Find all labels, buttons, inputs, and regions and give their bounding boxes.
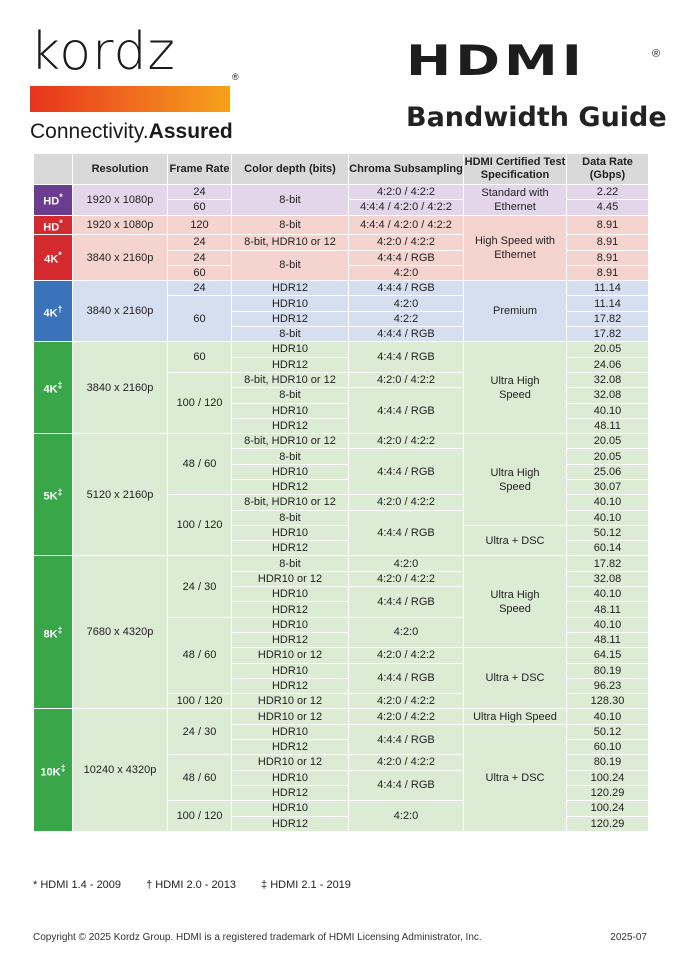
data-rate-cell: 50.12 <box>567 525 649 540</box>
chroma-cell: 4:2:0 / 4:2:2 <box>349 755 464 770</box>
table-row <box>34 556 649 571</box>
footnote-dagger: † HDMI 2.0 - 2013 <box>146 879 236 891</box>
data-rate-cell: 40.10 <box>567 510 649 525</box>
data-rate-cell: 40.10 <box>567 403 649 418</box>
tagline-part-a: Connectivity. <box>30 120 149 143</box>
resolution-cell: 5120 x 2160p <box>73 434 168 556</box>
data-rate-cell: 64.15 <box>567 648 649 663</box>
data-rate-cell: 24.06 <box>567 357 649 372</box>
data-rate-cell: 48.11 <box>567 632 649 647</box>
data-rate-cell: 100.24 <box>567 770 649 785</box>
frame-rate-cell: 24 <box>168 185 232 200</box>
chroma-cell: 4:4:4 / RGB <box>349 724 464 755</box>
data-rate-cell: 96.23 <box>567 678 649 693</box>
format-label: HD* <box>34 215 73 235</box>
copyright-text: Copyright © 2025 Kordz Group. HDMI is a registered trademark of HDMI Licensing Administrator, Inc. <box>33 932 482 943</box>
data-rate-cell: 30.07 <box>567 480 649 495</box>
color-depth-cell: HDR12 <box>232 602 349 617</box>
color-depth-cell: HDR12 <box>232 816 349 831</box>
color-depth-cell: 8-bit <box>232 556 349 571</box>
frame-rate-cell: 60 <box>168 342 232 373</box>
spec-cell: Ultra + DSC <box>464 724 567 831</box>
chroma-cell: 4:2:0 <box>349 617 464 648</box>
data-rate-cell: 8.91 <box>567 250 649 265</box>
version-date: 2025-07 <box>610 932 647 943</box>
header-corner <box>34 154 73 185</box>
frame-rate-cell: 24 <box>168 250 232 265</box>
color-depth-cell: 8-bit <box>232 449 349 464</box>
kordz-logo-bar <box>30 86 230 112</box>
data-rate-cell: 20.05 <box>567 449 649 464</box>
chroma-cell: 4:4:4 / RGB <box>349 510 464 556</box>
data-rate-cell: 48.11 <box>567 418 649 433</box>
color-depth-cell: HDR12 <box>232 541 349 556</box>
color-depth-cell: HDR10 or 12 <box>232 571 349 586</box>
color-depth-cell: 8-bit <box>232 510 349 525</box>
color-depth-cell: HDR10 <box>232 525 349 540</box>
footnotes <box>33 879 373 891</box>
spec-cell: Standard with Ethernet <box>464 185 567 216</box>
chroma-cell: 4:4:4 / RGB <box>349 342 464 373</box>
data-rate-cell: 48.11 <box>567 602 649 617</box>
data-rate-cell: 40.10 <box>567 617 649 632</box>
chroma-cell: 4:4:4 / RGB <box>349 663 464 694</box>
chroma-cell: 4:2:2 <box>349 311 464 326</box>
chroma-cell: 4:2:0 <box>349 296 464 311</box>
table-row <box>34 281 649 296</box>
resolution-cell: 1920 x 1080p <box>73 215 168 235</box>
data-rate-cell: 80.19 <box>567 755 649 770</box>
color-depth-cell: 8-bit <box>232 215 349 235</box>
header-spec: HDMI Certified Test Specification <box>464 154 567 185</box>
data-rate-cell: 11.14 <box>567 296 649 311</box>
spec-cell: Ultra High Speed <box>464 556 567 648</box>
frame-rate-cell: 60 <box>168 200 232 215</box>
table-row <box>34 709 649 724</box>
chroma-cell: 4:2:0 / 4:2:2 <box>349 434 464 449</box>
chroma-cell: 4:2:0 / 4:2:2 <box>349 694 464 709</box>
data-rate-cell: 60.14 <box>567 541 649 556</box>
color-depth-cell: 8-bit <box>232 388 349 403</box>
data-rate-cell: 2.22 <box>567 185 649 200</box>
data-rate-cell: 20.05 <box>567 342 649 357</box>
resolution-cell: 7680 x 4320p <box>73 556 168 709</box>
chroma-cell: 4:2:0 / 4:2:2 <box>349 495 464 510</box>
format-label: 5K‡ <box>34 434 73 556</box>
resolution-cell: 3840 x 2160p <box>73 281 168 342</box>
data-rate-cell: 8.91 <box>567 215 649 235</box>
chroma-cell: 4:2:0 / 4:2:2 <box>349 709 464 724</box>
hdmi-header <box>400 36 667 140</box>
header-color-depth: Color depth (bits) <box>232 154 349 185</box>
color-depth-cell: HDR10 <box>232 296 349 311</box>
frame-rate-cell: 100 / 120 <box>168 495 232 556</box>
table-row <box>34 342 649 357</box>
footnote-star: * HDMI 1.4 - 2009 <box>33 879 122 891</box>
color-depth-cell: HDR10 <box>232 801 349 816</box>
page-title: Bandwidth Guide <box>406 102 667 133</box>
color-depth-cell: HDR10 <box>232 342 349 357</box>
frame-rate-cell: 24 <box>168 281 232 296</box>
data-rate-cell: 128.30 <box>567 694 649 709</box>
footnote-double-dagger: ‡ HDMI 2.1 - 2019 <box>261 879 351 891</box>
chroma-cell: 4:4:4 / RGB <box>349 281 464 296</box>
chroma-cell: 4:4:4 / 4:2:0 / 4:2:2 <box>349 200 464 215</box>
header-chroma: Chroma Subsampling <box>349 154 464 185</box>
color-depth-cell: HDR12 <box>232 418 349 433</box>
color-depth-cell: HDR12 <box>232 740 349 755</box>
spec-cell: Ultra + DSC <box>464 648 567 709</box>
data-rate-cell: 60.10 <box>567 740 649 755</box>
frame-rate-cell: 100 / 120 <box>168 801 232 832</box>
color-depth-cell: 8-bit, HDR10 or 12 <box>232 372 349 387</box>
chroma-cell: 4:2:0 / 4:2:2 <box>349 571 464 586</box>
chroma-cell: 4:2:0 / 4:2:2 <box>349 235 464 250</box>
table-row <box>34 434 649 449</box>
chroma-cell: 4:4:4 / RGB <box>349 327 464 342</box>
color-depth-cell: HDR12 <box>232 480 349 495</box>
hdmi-logo: HDMI <box>406 36 586 86</box>
frame-rate-cell: 120 <box>168 215 232 235</box>
data-rate-cell: 40.10 <box>567 587 649 602</box>
frame-rate-cell: 24 / 30 <box>168 709 232 755</box>
frame-rate-cell: 60 <box>168 265 232 280</box>
frame-rate-cell: 60 <box>168 296 232 342</box>
spec-cell: Ultra High Speed <box>464 434 567 526</box>
hdmi-registered-mark: ® <box>652 48 661 60</box>
header-data-rate: Data Rate (Gbps) <box>567 154 649 185</box>
color-depth-cell: HDR10 <box>232 403 349 418</box>
color-depth-cell: HDR10 <box>232 464 349 479</box>
data-rate-cell: 20.05 <box>567 434 649 449</box>
frame-rate-cell: 100 / 120 <box>168 372 232 433</box>
color-depth-cell: HDR12 <box>232 357 349 372</box>
resolution-cell: 1920 x 1080p <box>73 185 168 216</box>
format-label: HD* <box>34 185 73 216</box>
format-label: 10K‡ <box>34 709 73 831</box>
chroma-cell: 4:2:0 <box>349 801 464 832</box>
data-rate-cell: 17.82 <box>567 311 649 326</box>
color-depth-cell: HDR10 or 12 <box>232 648 349 663</box>
format-label: 4K† <box>34 281 73 342</box>
data-rate-cell: 17.82 <box>567 556 649 571</box>
color-depth-cell: HDR10 or 12 <box>232 755 349 770</box>
color-depth-cell: HDR10 <box>232 663 349 678</box>
resolution-cell: 3840 x 2160p <box>73 342 168 434</box>
format-label: 4K* <box>34 235 73 281</box>
frame-rate-cell: 24 / 30 <box>168 556 232 617</box>
spec-cell: High Speed with Ethernet <box>464 215 567 281</box>
kordz-tagline <box>30 120 233 144</box>
data-rate-cell: 40.10 <box>567 709 649 724</box>
data-rate-cell: 32.08 <box>567 388 649 403</box>
chroma-cell: 4:2:0 / 4:2:2 <box>349 372 464 387</box>
color-depth-cell: 8-bit <box>232 327 349 342</box>
format-label: 4K‡ <box>34 342 73 434</box>
color-depth-cell: HDR10 or 12 <box>232 694 349 709</box>
table-header-row <box>34 154 649 185</box>
color-depth-cell: HDR10 <box>232 587 349 602</box>
data-rate-cell: 100.24 <box>567 801 649 816</box>
kordz-registered-mark: ® <box>232 72 239 82</box>
table-row <box>34 185 649 200</box>
frame-rate-cell: 24 <box>168 235 232 250</box>
color-depth-cell: HDR12 <box>232 632 349 647</box>
chroma-cell: 4:2:0 / 4:2:2 <box>349 185 464 200</box>
color-depth-cell: HDR10 <box>232 617 349 632</box>
frame-rate-cell: 100 / 120 <box>168 694 232 709</box>
data-rate-cell: 25.06 <box>567 464 649 479</box>
color-depth-cell: HDR12 <box>232 311 349 326</box>
format-label: 8K‡ <box>34 556 73 709</box>
color-depth-cell: 8-bit, HDR10 or 12 <box>232 235 349 250</box>
chroma-cell: 4:4:4 / RGB <box>349 250 464 265</box>
color-depth-cell: 8-bit, HDR10 or 12 <box>232 495 349 510</box>
spec-cell: Ultra High Speed <box>464 709 567 724</box>
data-rate-cell: 120.29 <box>567 816 649 831</box>
resolution-cell: 3840 x 2160p <box>73 235 168 281</box>
color-depth-cell: HDR10 or 12 <box>232 709 349 724</box>
tagline-part-b: Assured <box>148 120 233 143</box>
data-rate-cell: 8.91 <box>567 265 649 280</box>
data-rate-cell: 50.12 <box>567 724 649 739</box>
chroma-cell: 4:4:4 / RGB <box>349 770 464 801</box>
data-rate-cell: 80.19 <box>567 663 649 678</box>
chroma-cell: 4:4:4 / RGB <box>349 449 464 495</box>
kordz-wordmark: kordz <box>30 22 176 82</box>
color-depth-cell: 8-bit <box>232 185 349 216</box>
color-depth-cell: HDR12 <box>232 281 349 296</box>
data-rate-cell: 11.14 <box>567 281 649 296</box>
kordz-logo <box>30 22 270 143</box>
data-rate-cell: 8.91 <box>567 235 649 250</box>
color-depth-cell: HDR12 <box>232 678 349 693</box>
frame-rate-cell: 48 / 60 <box>168 755 232 801</box>
data-rate-cell: 32.08 <box>567 372 649 387</box>
spec-cell: Premium <box>464 281 567 342</box>
data-rate-cell: 17.82 <box>567 327 649 342</box>
spec-cell: Ultra High Speed <box>464 342 567 434</box>
chroma-cell: 4:4:4 / 4:2:0 / 4:2:2 <box>349 215 464 235</box>
color-depth-cell: 8-bit, HDR10 or 12 <box>232 434 349 449</box>
color-depth-cell: HDR10 <box>232 724 349 739</box>
color-depth-cell: HDR10 <box>232 770 349 785</box>
spec-cell: Ultra + DSC <box>464 525 567 556</box>
bandwidth-table <box>33 153 649 832</box>
header-frame-rate: Frame Rate <box>168 154 232 185</box>
chroma-cell: 4:2:0 <box>349 556 464 571</box>
color-depth-cell: 8-bit <box>232 250 349 281</box>
color-depth-cell: HDR12 <box>232 785 349 800</box>
chroma-cell: 4:4:4 / RGB <box>349 388 464 434</box>
table-row <box>34 215 649 235</box>
chroma-cell: 4:4:4 / RGB <box>349 587 464 618</box>
data-rate-cell: 40.10 <box>567 495 649 510</box>
data-rate-cell: 120.29 <box>567 785 649 800</box>
chroma-cell: 4:2:0 / 4:2:2 <box>349 648 464 663</box>
chroma-cell: 4:2:0 <box>349 265 464 280</box>
frame-rate-cell: 48 / 60 <box>168 617 232 693</box>
resolution-cell: 10240 x 4320p <box>73 709 168 831</box>
header-resolution: Resolution <box>73 154 168 185</box>
frame-rate-cell: 48 / 60 <box>168 434 232 495</box>
data-rate-cell: 32.08 <box>567 571 649 586</box>
data-rate-cell: 4.45 <box>567 200 649 215</box>
